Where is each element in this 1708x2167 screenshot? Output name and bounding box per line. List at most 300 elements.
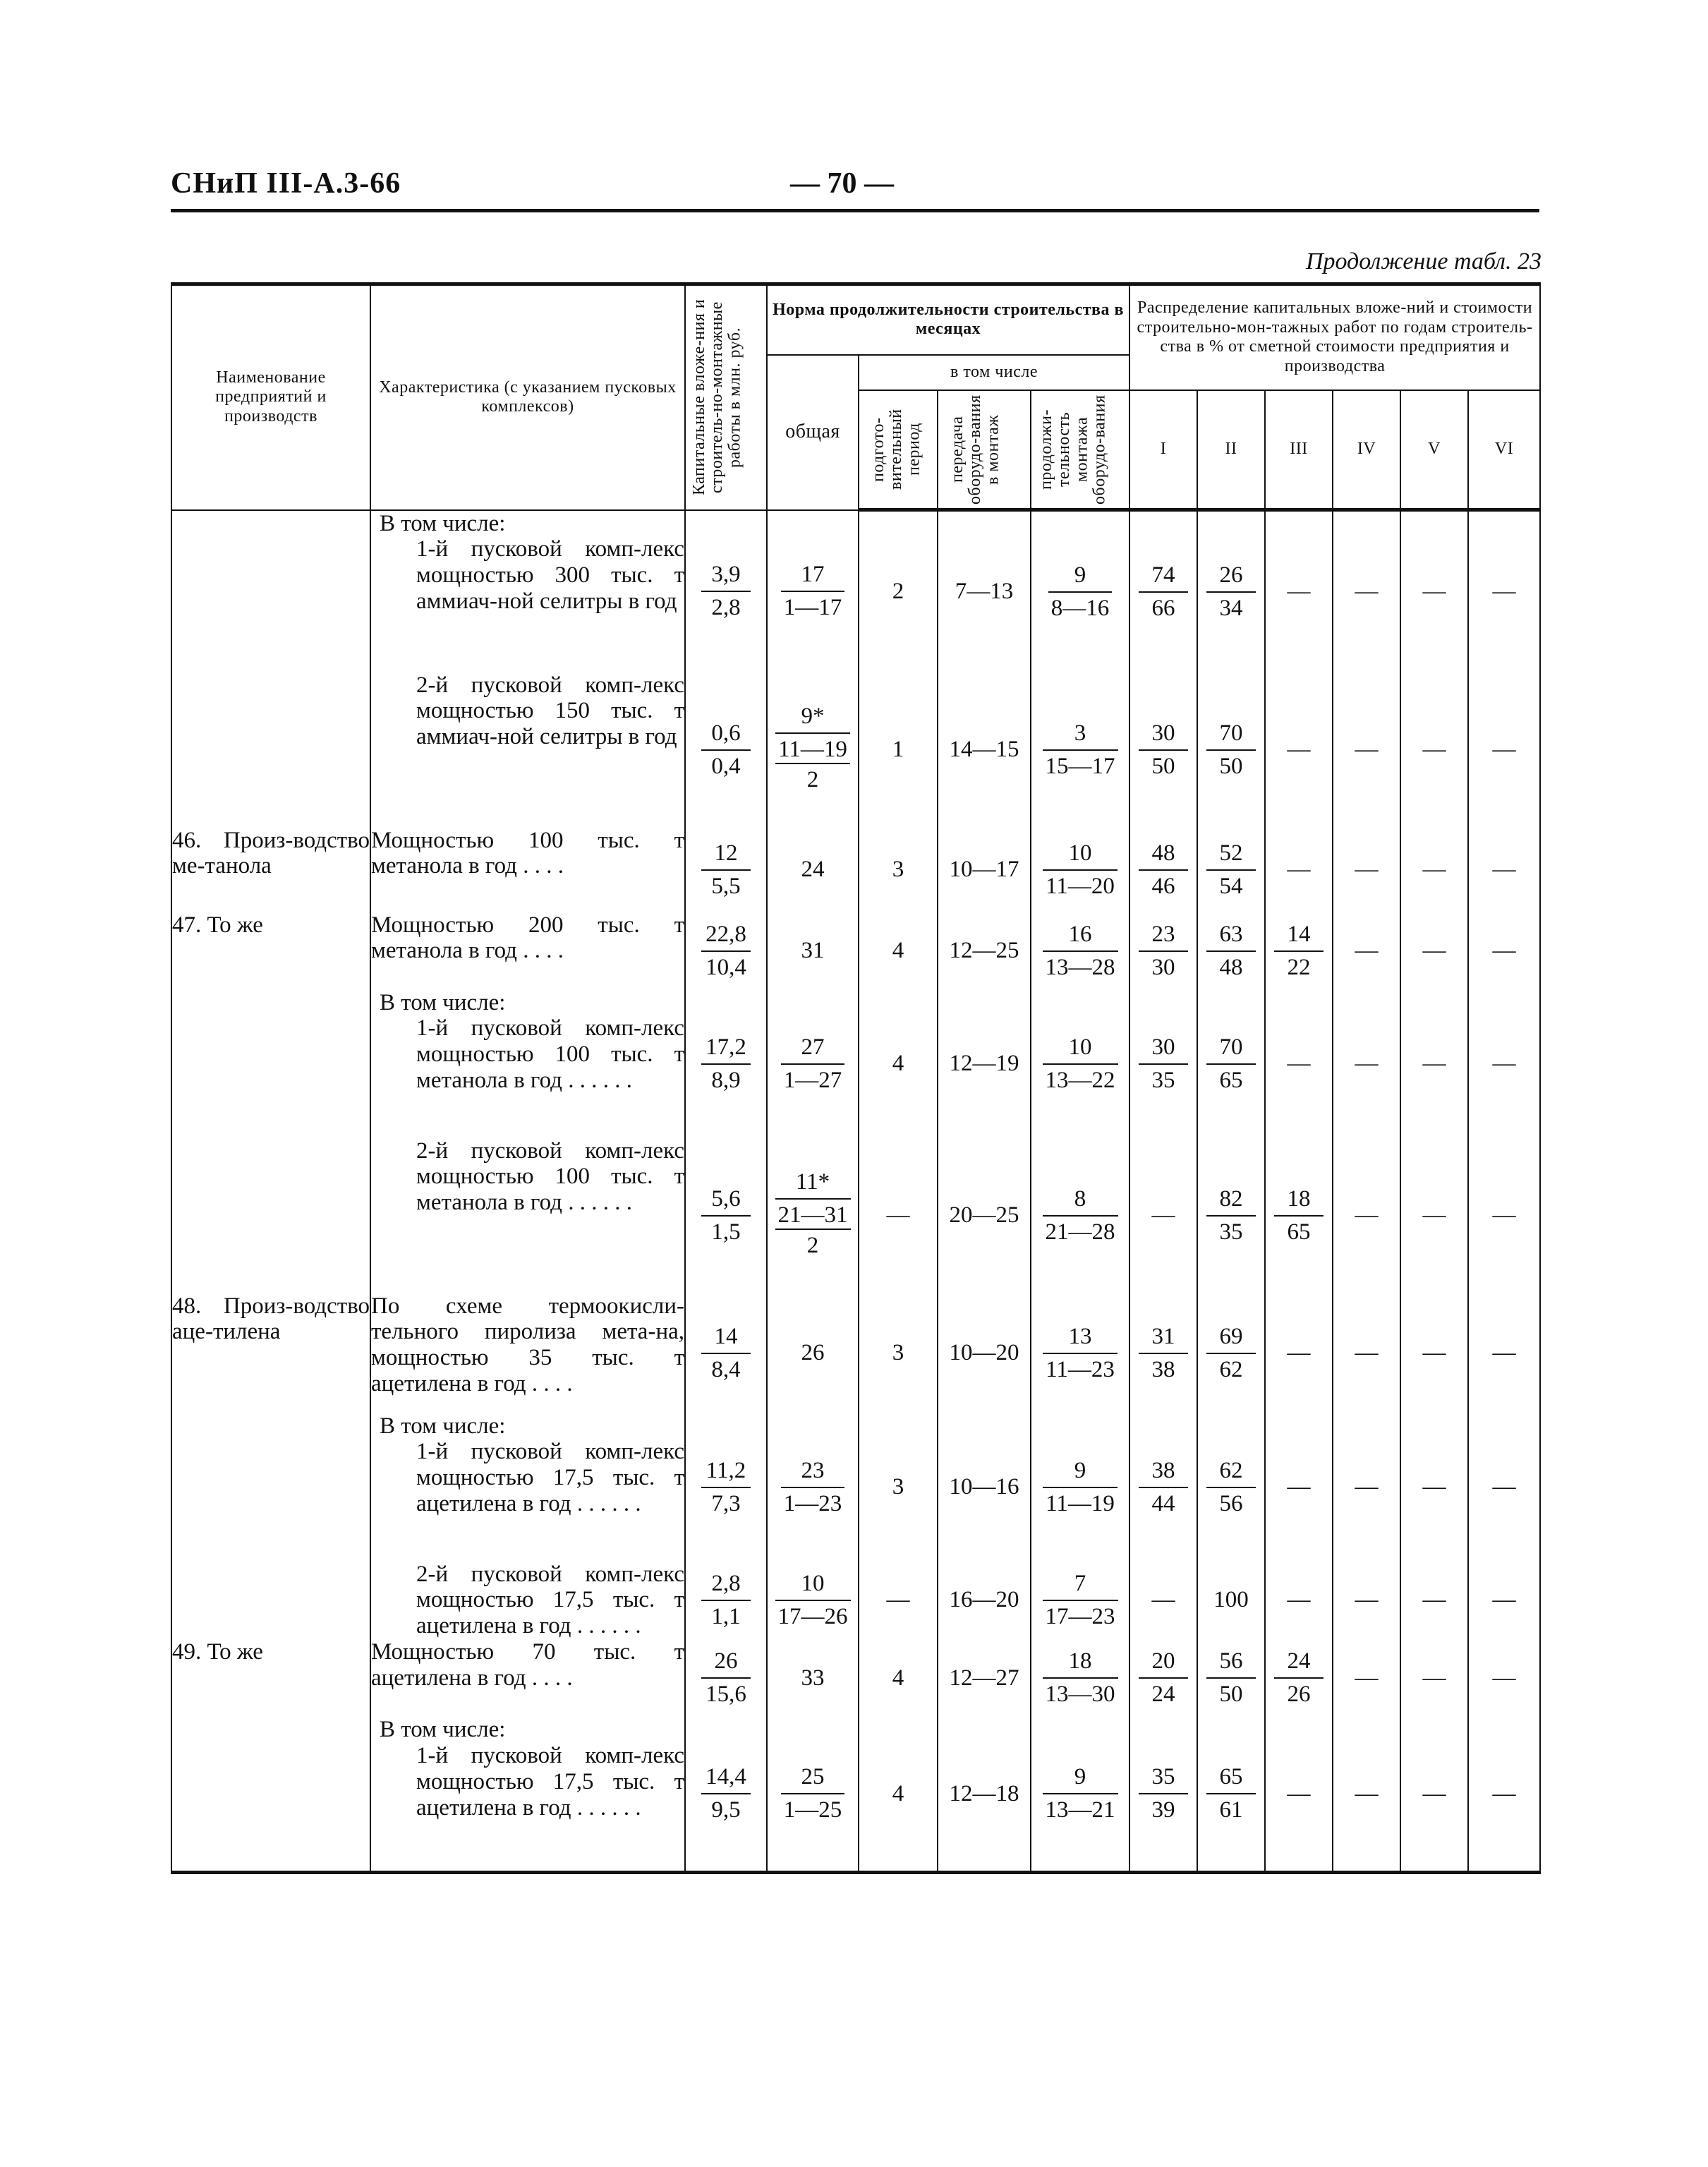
row-year-1 (1129, 912, 1197, 990)
row-install-numerator: 10 (1043, 840, 1118, 871)
row-install-numerator: 13 (1043, 1324, 1118, 1354)
row-prep: 4 (859, 1717, 938, 1872)
row-total-extra: 2 (775, 1229, 851, 1262)
row-capital (685, 1717, 767, 1872)
row-install (1031, 1639, 1129, 1717)
row-name (171, 1562, 370, 1640)
row-characteristic-text: 1-й пусковой комп-лекс мощностью 100 тыс. т метанола в год . . . . . . (416, 1015, 684, 1094)
row-year-5: — (1400, 1562, 1468, 1640)
row-year-2-denominator: 54 (1219, 873, 1243, 899)
row-year-6: — (1468, 672, 1540, 828)
row-intro: В том числе: (380, 510, 506, 536)
row-characteristic (370, 672, 685, 828)
row-year-1 (1129, 1639, 1197, 1717)
row-year-2 (1197, 912, 1265, 990)
row-year-1 (1129, 1717, 1197, 1872)
row-total (767, 1717, 859, 1872)
row-total (767, 672, 859, 828)
table-row (171, 672, 1540, 828)
table-row (171, 990, 1540, 1138)
row-install-denominator: 13—21 (1045, 1797, 1115, 1823)
row-year-1 (1129, 672, 1197, 828)
row-total-fraction (781, 1034, 845, 1094)
row-total-denominator: 21—31 (777, 1202, 848, 1229)
row-install (1031, 1413, 1129, 1562)
row-install-numerator: 9 (1048, 562, 1113, 593)
row-year-5: — (1400, 990, 1468, 1138)
row-install-denominator: 13—22 (1045, 1067, 1115, 1093)
row-characteristic-text: 1-й пусковой комп-лекс мощностью 300 тыс. т аммиач-ной селитры в год (416, 536, 684, 615)
row-capital-numerator: 12 (701, 840, 751, 871)
row-handover: 14—15 (938, 672, 1031, 828)
row-year-4: — (1333, 912, 1400, 990)
row-name (171, 672, 370, 828)
row-install-numerator: 10 (1043, 1034, 1118, 1065)
row-install-fraction (1043, 720, 1118, 780)
row-capital-denominator: 2,8 (711, 595, 741, 620)
row-year-3-fraction (1274, 1186, 1324, 1245)
page-number: — 70 — (790, 167, 894, 200)
row-capital-denominator: 0,4 (711, 753, 741, 779)
row-year-2-fraction (1206, 840, 1256, 900)
row-install-fraction (1043, 1324, 1118, 1383)
row-year-1-denominator: 35 (1151, 1067, 1175, 1093)
row-year-1-numerator: 30 (1139, 1034, 1188, 1065)
row-total-denominator: 1—27 (783, 1067, 842, 1093)
col-duration-group-header: Норма продолжительности строительства в месяцах (767, 284, 1129, 355)
row-capital-fraction (701, 922, 751, 981)
row-name (171, 990, 370, 1138)
row-year-4: — (1333, 510, 1400, 672)
row-year-2-denominator: 35 (1219, 1219, 1243, 1245)
row-total-numerator: 9* (775, 704, 850, 734)
row-year-6: — (1468, 510, 1540, 672)
row-install-fraction (1043, 1764, 1118, 1823)
row-prep: — (859, 1138, 938, 1293)
row-capital (685, 1293, 767, 1413)
row-prep: 3 (859, 1413, 938, 1562)
col-distribution-group-header: Распределение капитальных вложе-ний и стоимости строительно-мон-тажных работ по годам строитель-ства в % от сметной стоимости предприятия и производства (1129, 284, 1540, 390)
row-year-1-denominator: 30 (1151, 954, 1175, 980)
row-year-3: — (1265, 672, 1333, 828)
row-year-3: — (1265, 990, 1333, 1138)
row-prep: 1 (859, 672, 938, 828)
row-year-6: — (1468, 1138, 1540, 1293)
row-install (1031, 1562, 1129, 1640)
row-handover: 10—17 (938, 828, 1031, 912)
row-year-1-fraction (1139, 922, 1188, 981)
row-capital-fraction (701, 1648, 751, 1708)
row-capital-numerator: 14,4 (701, 1764, 751, 1794)
row-name: 46. Произ-водство ме-танола (171, 828, 370, 912)
row-year-1 (1129, 828, 1197, 912)
row-year-1-fraction (1139, 840, 1188, 900)
row-year-1-fraction (1139, 1458, 1188, 1517)
row-install-fraction (1043, 1571, 1118, 1630)
row-year-1-numerator: 38 (1139, 1458, 1188, 1488)
row-year-3 (1265, 912, 1333, 990)
table-continuation-label: Продолжение табл. 23 (1305, 248, 1542, 274)
row-capital-denominator: 10,4 (705, 954, 746, 980)
row-year-3: — (1265, 1413, 1333, 1562)
row-install (1031, 1293, 1129, 1413)
row-year-3: — (1265, 1293, 1333, 1413)
row-year-4: — (1333, 1413, 1400, 1562)
col-handover-header: передача оборудо-вания в монтаж (938, 390, 1031, 510)
row-year-2-denominator: 56 (1219, 1490, 1243, 1516)
row-year-2-fraction (1206, 1324, 1256, 1383)
col-install-header: продолжи-тельность монтажа оборудо-вания (1031, 390, 1129, 510)
row-capital-denominator: 15,6 (705, 1682, 746, 1708)
row-capital-fraction (701, 1034, 751, 1094)
row-year-6: — (1468, 1717, 1540, 1872)
row-year-2-denominator: 65 (1219, 1067, 1243, 1093)
row-year-1-numerator: 48 (1139, 840, 1188, 871)
row-characteristic-text: 2-й пусковой комп-лекс мощностью 150 тыс. т аммиач-ной селитры в год (416, 672, 684, 750)
row-install-fraction (1043, 1648, 1118, 1708)
row-capital (685, 912, 767, 990)
row-characteristic (370, 1293, 685, 1413)
row-characteristic (370, 1639, 685, 1717)
row-capital-denominator: 5,5 (711, 873, 741, 899)
row-year-1-denominator: 39 (1151, 1797, 1175, 1823)
row-name: 49. То же (171, 1639, 370, 1717)
row-capital-fraction (701, 1324, 751, 1383)
row-capital-numerator: 0,6 (701, 720, 751, 751)
row-total-denominator: 1—23 (783, 1490, 842, 1516)
row-capital-denominator: 8,9 (711, 1067, 741, 1093)
row-install-denominator: 15—17 (1045, 753, 1115, 779)
row-prep: 3 (859, 1293, 938, 1413)
row-handover: 20—25 (938, 1138, 1031, 1293)
row-install-fraction (1043, 1034, 1118, 1094)
row-install-denominator: 11—20 (1046, 873, 1115, 899)
row-capital (685, 1413, 767, 1562)
row-year-5: — (1400, 510, 1468, 672)
row-year-2-fraction (1206, 1648, 1256, 1708)
row-year-4: — (1333, 1562, 1400, 1640)
table-header (171, 284, 1540, 510)
table-row (171, 1293, 1540, 1413)
row-total-fraction (781, 562, 845, 621)
col-year-2-header: II (1197, 390, 1265, 510)
row-install (1031, 912, 1129, 990)
row-year-2-denominator: 50 (1219, 1682, 1243, 1708)
row-install-denominator: 17—23 (1045, 1603, 1115, 1629)
row-year-2 (1197, 1293, 1265, 1413)
row-year-3-fraction (1274, 922, 1324, 981)
row-total-numerator: 10 (775, 1571, 851, 1601)
row-characteristic-text: Мощностью 100 тыс. т метанола в год . . . . (371, 827, 684, 879)
col-year-1-header: I (1129, 390, 1197, 510)
row-year-1-numerator: 20 (1139, 1648, 1188, 1679)
row-year-6: — (1468, 1293, 1540, 1413)
row-year-5: — (1400, 1639, 1468, 1717)
row-characteristic (370, 1562, 685, 1640)
row-characteristic-text: По схеме термоокисли-тельного пиролиза мета-на, мощностью 35 тыс. т ацетилена в год . . . . (371, 1293, 684, 1397)
row-year-2 (1197, 1413, 1265, 1562)
row-year-1-fraction (1139, 1764, 1188, 1823)
row-total: 26 (767, 1293, 859, 1413)
row-name (171, 510, 370, 672)
row-handover: 10—20 (938, 1293, 1031, 1413)
row-name (171, 1138, 370, 1293)
row-year-1 (1129, 1293, 1197, 1413)
row-year-1-denominator: 44 (1151, 1490, 1175, 1516)
row-year-5: — (1400, 828, 1468, 912)
row-install-numerator: 7 (1043, 1571, 1118, 1601)
row-capital (685, 672, 767, 828)
row-year-6: — (1468, 1639, 1540, 1717)
row-year-4: — (1333, 1717, 1400, 1872)
row-total-fraction (775, 704, 850, 796)
row-year-2-numerator: 63 (1206, 922, 1256, 952)
table-body (171, 510, 1540, 1873)
row-year-3-numerator: 14 (1274, 922, 1324, 952)
row-characteristic-text: 1-й пусковой комп-лекс мощностью 17,5 тыс. т ацетилена в год . . . . . . (416, 1743, 684, 1821)
row-capital-denominator: 7,3 (711, 1490, 741, 1516)
table-row (171, 1717, 1540, 1872)
row-year-2-denominator: 61 (1219, 1797, 1243, 1823)
row-year-5: — (1400, 1138, 1468, 1293)
row-total-denominator: 1—17 (783, 595, 842, 620)
row-capital-numerator: 22,8 (701, 922, 751, 952)
row-year-1-numerator: 30 (1139, 720, 1188, 751)
row-handover: 12—18 (938, 1717, 1031, 1872)
row-total-fraction (775, 1571, 851, 1630)
row-year-3-fraction (1274, 1648, 1324, 1708)
row-prep: 4 (859, 912, 938, 990)
row-name (171, 1413, 370, 1562)
row-handover: 7—13 (938, 510, 1031, 672)
row-prep: 4 (859, 1639, 938, 1717)
row-capital-numerator: 5,6 (701, 1186, 751, 1217)
row-total-fraction (775, 1169, 851, 1262)
row-total-numerator: 25 (781, 1764, 845, 1794)
row-total: 24 (767, 828, 859, 912)
row-capital (685, 510, 767, 672)
row-year-1-fraction (1139, 720, 1188, 780)
row-characteristic (370, 828, 685, 912)
row-year-6: — (1468, 1562, 1540, 1640)
table-row (171, 1639, 1540, 1717)
row-total-denominator: 11—19 (778, 737, 847, 763)
row-install-numerator: 9 (1043, 1764, 1118, 1794)
row-year-2 (1197, 828, 1265, 912)
row-total-numerator: 27 (781, 1034, 845, 1065)
row-year-2-numerator: 56 (1206, 1648, 1256, 1679)
row-year-6: — (1468, 912, 1540, 990)
row-capital-numerator: 2,8 (701, 1571, 751, 1601)
row-capital-numerator: 11,2 (701, 1458, 751, 1488)
row-handover: 12—25 (938, 912, 1031, 990)
row-year-4: — (1333, 1293, 1400, 1413)
row-year-1-denominator: 24 (1151, 1682, 1175, 1708)
row-year-2-numerator: 52 (1206, 840, 1256, 871)
row-year-3: — (1265, 1717, 1333, 1872)
row-year-2-denominator: 50 (1219, 753, 1243, 779)
row-characteristic-text: Мощностью 200 тыс. т метанола в год . . . . (371, 912, 684, 964)
row-install-denominator: 21—28 (1045, 1219, 1115, 1245)
col-including-header: в том числе (859, 355, 1129, 390)
row-intro: В том числе: (380, 1717, 506, 1743)
row-install-fraction (1043, 840, 1118, 900)
row-install-numerator: 3 (1043, 720, 1118, 751)
row-year-2-fraction (1206, 1186, 1256, 1245)
row-year-3-numerator: 18 (1274, 1186, 1324, 1217)
row-year-3-numerator: 24 (1274, 1648, 1324, 1679)
document-code: СНиП III-А.3-66 (171, 167, 401, 200)
row-capital-fraction (701, 840, 751, 900)
row-year-1-fraction (1139, 562, 1188, 622)
row-intro: В том числе: (380, 1413, 506, 1439)
row-year-2-fraction (1206, 720, 1256, 780)
row-characteristic (370, 510, 685, 672)
header-rule (171, 209, 1539, 212)
row-year-1-numerator: 74 (1139, 562, 1188, 593)
row-year-2-denominator: 34 (1219, 595, 1243, 621)
row-prep: — (859, 1562, 938, 1640)
row-year-2-numerator: 62 (1206, 1458, 1256, 1488)
row-year-2 (1197, 510, 1265, 672)
row-capital-denominator: 1,5 (711, 1219, 741, 1245)
row-capital (685, 1138, 767, 1293)
row-capital-fraction (701, 562, 751, 621)
row-install (1031, 1717, 1129, 1872)
row-year-4: — (1333, 828, 1400, 912)
row-year-3 (1265, 1639, 1333, 1717)
row-install (1031, 510, 1129, 672)
col-year-3-header: III (1265, 390, 1333, 510)
row-year-2-numerator: 65 (1206, 1764, 1256, 1794)
row-year-5: — (1400, 1717, 1468, 1872)
row-install-numerator: 9 (1043, 1458, 1118, 1488)
row-install-fraction (1043, 1186, 1118, 1245)
row-year-1 (1129, 990, 1197, 1138)
row-year-3-denominator: 26 (1287, 1682, 1311, 1708)
row-name: 47. То же (171, 912, 370, 990)
row-handover: 12—27 (938, 1639, 1031, 1717)
row-install-numerator: 18 (1043, 1648, 1118, 1679)
row-year-4: — (1333, 1138, 1400, 1293)
table-row (171, 828, 1540, 912)
row-capital (685, 1639, 767, 1717)
row-year-2-fraction (1206, 922, 1256, 981)
row-year-5: — (1400, 1413, 1468, 1562)
row-year-1-numerator: 23 (1139, 922, 1188, 952)
row-total-fraction (781, 1764, 845, 1823)
row-year-1-fraction (1139, 1648, 1188, 1708)
row-year-2-numerator: 69 (1206, 1324, 1256, 1354)
row-total (767, 990, 859, 1138)
row-year-2 (1197, 1138, 1265, 1293)
row-name (171, 1717, 370, 1872)
row-total-numerator: 23 (781, 1458, 845, 1488)
row-year-1-numerator: 31 (1139, 1324, 1188, 1354)
row-year-2-numerator: 82 (1206, 1186, 1256, 1217)
row-install (1031, 672, 1129, 828)
row-year-2 (1197, 1639, 1265, 1717)
row-year-2: 100 (1197, 1562, 1265, 1640)
row-intro: В том числе: (380, 989, 506, 1015)
row-install-numerator: 16 (1043, 922, 1118, 952)
table-row (171, 912, 1540, 990)
col-capital-header: Капитальные вложе-ния и строитель-но-монтажные работы в млн. руб. (685, 284, 767, 510)
row-capital-numerator: 17,2 (701, 1034, 751, 1065)
row-year-5: — (1400, 672, 1468, 828)
table-row (171, 1562, 1540, 1640)
row-year-5: — (1400, 1293, 1468, 1413)
row-year-6: — (1468, 828, 1540, 912)
row-handover: 12—19 (938, 990, 1031, 1138)
row-capital-fraction (701, 1764, 751, 1823)
row-install-denominator: 8—16 (1050, 595, 1110, 621)
row-characteristic (370, 1413, 685, 1562)
row-year-3: — (1265, 1562, 1333, 1640)
row-install (1031, 828, 1129, 912)
row-install (1031, 1138, 1129, 1293)
row-capital-denominator: 8,4 (711, 1356, 741, 1382)
row-year-1-denominator: 38 (1151, 1356, 1175, 1382)
row-total: 33 (767, 1639, 859, 1717)
row-year-2-fraction (1206, 562, 1256, 622)
col-year-5-header: V (1400, 390, 1468, 510)
row-capital-denominator: 9,5 (711, 1797, 741, 1823)
row-characteristic (370, 1138, 685, 1293)
row-capital-fraction (701, 1458, 751, 1517)
row-prep: 3 (859, 828, 938, 912)
row-year-2 (1197, 990, 1265, 1138)
row-install-fraction (1043, 922, 1118, 981)
row-total-denominator: 17—26 (777, 1603, 848, 1629)
row-characteristic (370, 912, 685, 990)
row-total: 31 (767, 912, 859, 990)
row-total (767, 1413, 859, 1562)
row-characteristic (370, 990, 685, 1138)
row-characteristic-text: 1-й пусковой комп-лекс мощностью 17,5 тыс. т ацетилена в год . . . . . . (416, 1439, 684, 1517)
row-capital (685, 1562, 767, 1640)
table-row (171, 510, 1540, 672)
row-capital-numerator: 26 (701, 1648, 751, 1679)
row-handover: 16—20 (938, 1562, 1031, 1640)
row-year-1-denominator: 50 (1151, 753, 1175, 779)
row-handover: 10—16 (938, 1413, 1031, 1562)
row-total (767, 1562, 859, 1640)
row-year-1 (1129, 1413, 1197, 1562)
row-total-denominator: 1—25 (783, 1797, 842, 1823)
row-install-denominator: 11—19 (1046, 1490, 1115, 1516)
row-total-fraction (781, 1458, 845, 1517)
row-total-extra: 2 (775, 763, 850, 796)
row-capital-fraction (701, 1571, 751, 1630)
row-total (767, 510, 859, 672)
row-name: 48. Произ-водство аце-тилена (171, 1293, 370, 1413)
row-capital-fraction (701, 1186, 751, 1245)
row-capital-fraction (701, 720, 751, 780)
row-year-3 (1265, 1138, 1333, 1293)
row-capital (685, 828, 767, 912)
row-install-denominator: 13—30 (1045, 1682, 1115, 1708)
row-year-2-denominator: 48 (1219, 954, 1243, 980)
row-install-numerator: 8 (1043, 1186, 1118, 1217)
row-year-1 (1129, 510, 1197, 672)
row-install-denominator: 13—28 (1045, 954, 1115, 980)
row-install-fraction (1048, 562, 1113, 622)
row-capital-numerator: 3,9 (701, 562, 751, 592)
col-name-header: Наименование предприятий и производств (171, 284, 370, 510)
row-year-3: — (1265, 510, 1333, 672)
row-year-1-denominator: 66 (1151, 595, 1175, 621)
